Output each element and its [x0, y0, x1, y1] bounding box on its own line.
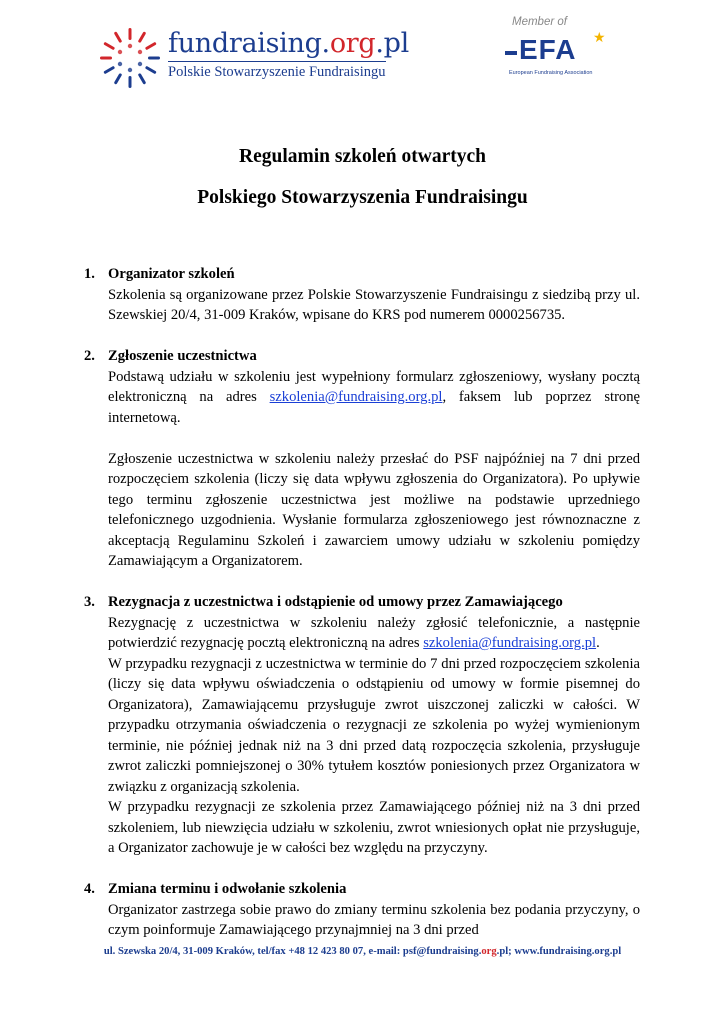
fundraising-logo — [98, 24, 418, 94]
logo-wordmark: fundraising.org.pl — [168, 28, 409, 59]
logo-subtitle: Polskie Stowarzyszenie Fundraisingu — [168, 64, 386, 80]
logo-underline — [168, 61, 386, 62]
page-footer: ul. Szewska 20/4, 31-009 Kraków, tel/fax +48 12 423 80 07, e-mail: psf@fundraising.org.pl; www.fundraising.org.pl — [103, 946, 622, 957]
section-title: Organizator szkoleń — [108, 266, 235, 282]
email-link[interactable]: szkolenia@fundraising.org.pl — [269, 389, 443, 405]
section-date-change — [84, 879, 640, 941]
page-header — [0, 0, 725, 110]
sunburst-icon — [98, 24, 162, 88]
paragraph: W przypadku rezygnacji ze szkolenia przez Zamawiającego później niż na 3 dni przed szkoleniem, lub niewzięcia udziału w szkoleniu, zwrot wniesionych opłat nie przysługuje, a Organizator zachowuje je w całości bez względu na przyczyny. — [108, 799, 640, 856]
section-resignation — [84, 592, 640, 859]
paragraph: Rezygnację z uczestnictwa w szkoleniu należy zgłosić telefonicznie, a następnie potwierdzić rezygnację pocztą elektroniczną na adres szkolenia@fundraising.org.pl. — [108, 614, 640, 651]
section-heading — [84, 879, 640, 900]
document-title: Regulamin szkoleń otwartych — [239, 146, 486, 167]
star-icon: ★ — [593, 31, 606, 46]
efa-dash — [505, 51, 517, 55]
section-number: 3. — [84, 594, 95, 610]
section-number: 1. — [84, 266, 95, 282]
section-number: 2. — [84, 348, 95, 364]
paragraph: Zgłoszenie uczestnictwa w szkoleniu należy przesłać do PSF najpóźniej na 7 dni przed rozpoczęciem szkolenia (liczy się data wpływu zgłoszenia do Organizatora). Po upływie tego terminu zgłoszenie uczestnictwa jest możliwe na podstawie uprzedniego telefonicznego uzgodnienia. Wysłanie formularza zgłoszeniowego jest równoznaczne z akceptacją Regulaminu Szkoleń i zawarciem umowy udziału w szkoleniu pomiędzy Zamawiającym a Organizatorem. — [108, 450, 640, 569]
section-title: Rezygnacja z uczestnictwa i odstąpienie od umowy przez Zamawiającego — [108, 594, 563, 610]
efa-wordmark: EFA — [519, 34, 577, 65]
document-subtitle: Polskiego Stowarzyszenia Fundraisingu — [197, 187, 528, 208]
section-heading — [84, 264, 640, 285]
section-heading — [84, 592, 640, 613]
paragraph: W przypadku rezygnacji z uczestnictwa w terminie do 7 dni przed rozpoczęciem szkolenia (liczy się data wpływu oświadczenia o odstąpieniu od umowy w formie pisemnej do Organizatora), Zamawiającemu przysługuje zwrot uiszczonej zaliczki w całości. W przypadku otrzymania oświadczenia o rezygnacji ze szkolenia po wyżej wymienionym terminie, nie później jednak niż na 3 dni przed datą rozpoczęcia szkolenia, przysługuje zwrot zaliczki pomniejszonej o 30% tytułem kosztów poniesionych przez Organizatora w związku z organizacją szkolenia. — [108, 655, 640, 795]
paragraph: Szkolenia są organizowane przez Polskie Stowarzyszenie Fundraisingu z siedzibą przy ul. Szewskiej 20/4, 31-009 Kraków, wpisane do KRS pod numerem 0000256735. — [108, 286, 640, 323]
section-title: Zmiana terminu i odwołanie szkolenia — [108, 881, 347, 897]
member-of-label: Member of — [512, 16, 567, 28]
section-number: 4. — [84, 881, 95, 897]
efa-subtitle: European Fundraising Association — [509, 70, 593, 76]
paragraph: Organizator zastrzega sobie prawo do zmiany terminu szkolenia bez podania przyczyny, o czym poinformuje Zamawiającego przynajmniej na 3 dni przed — [108, 901, 640, 938]
efa-logo — [505, 31, 625, 86]
document-body — [84, 264, 640, 961]
section-title: Zgłoszenie uczestnictwa — [108, 348, 257, 364]
section-organizer — [84, 264, 640, 326]
section-heading — [84, 346, 640, 367]
paragraph: Podstawą udziału w szkoleniu jest wypełniony formularz zgłoszeniowy, wysłany pocztą elektroniczną na adres szkolenia@fundraising.org.pl, faksem lub poprzez stronę internetową. — [108, 368, 641, 426]
email-link[interactable]: szkolenia@fundraising.org.pl — [423, 635, 597, 651]
section-registration — [84, 346, 640, 572]
